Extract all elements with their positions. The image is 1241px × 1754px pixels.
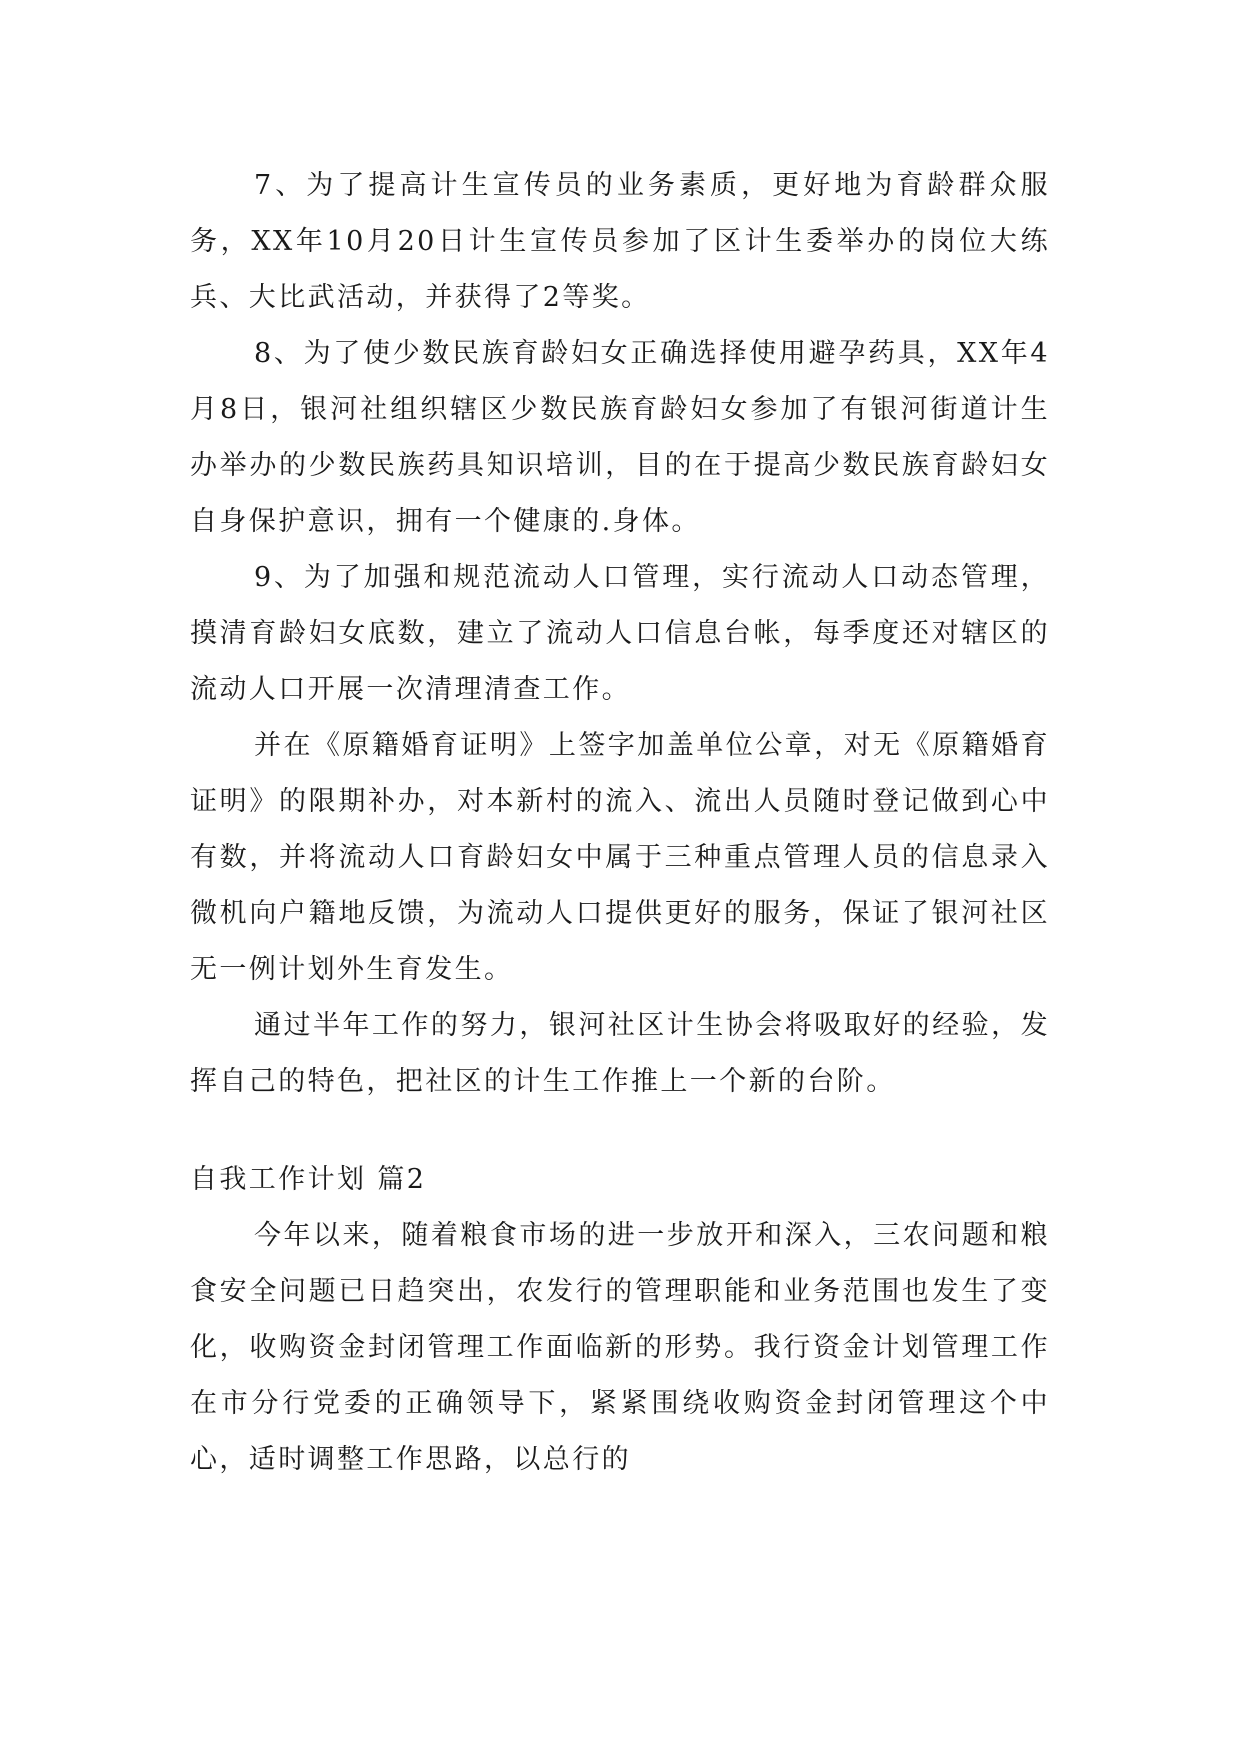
paragraph-migrant-registration: 并在《原籍婚育证明》上签字加盖单位公章，对无《原籍婚育证明》的限期补办，对本新村的流入、流出人员随时登记做到心中有数，并将流动人口育龄妇女中属于三种重点管理人员的信息录入微机向户籍地反馈，为流动人口提供更好的服务，保证了银河社区无一例计划外生育发生。: [190, 730, 1050, 985]
paragraph-conclusion: 通过半年工作的努力，银河社区计生协会将吸取好的经验，发挥自己的特色，把社区的计生工作推上一个新的台阶。: [190, 1010, 1050, 1097]
section-heading: 自我工作计划 篇2: [190, 1164, 427, 1195]
paragraph-item-9: 9、为了加强和规范流动人口管理，实行流动人口动态管理，摸清育龄妇女底数，建立了流动人口信息台帐，每季度还对辖区的流动人口开展一次清理清查工作。: [190, 562, 1050, 705]
document-body: [190, 158, 1050, 1488]
paragraph-item-7: 7、为了提高计生宣传员的业务素质，更好地为育龄群众服务，XX年10月20日计生宣传员参加了区计生委举办的岗位大练兵、大比武活动，并获得了2等奖。: [190, 170, 1050, 313]
section-spacer: [190, 1110, 1050, 1152]
paragraph-intro-section-2: 今年以来，随着粮食市场的进一步放开和深入，三农问题和粮食安全问题已日趋突出，农发行的管理职能和业务范围也发生了变化，收购资金封闭管理工作面临新的形势。我行资金计划管理工作在市分行党委的正确领导下，紧紧围绕收购资金封闭管理这个中心，适时调整工作思路，以总行的: [190, 1220, 1050, 1475]
paragraph-item-8: 8、为了使少数民族育龄妇女正确选择使用避孕药具，XX年4月8日，银河社组织辖区少数民族育龄妇女参加了有银河街道计生办举办的少数民族药具知识培训，目的在于提高少数民族育龄妇女自身保护意识，拥有一个健康的.身体。: [190, 338, 1050, 537]
